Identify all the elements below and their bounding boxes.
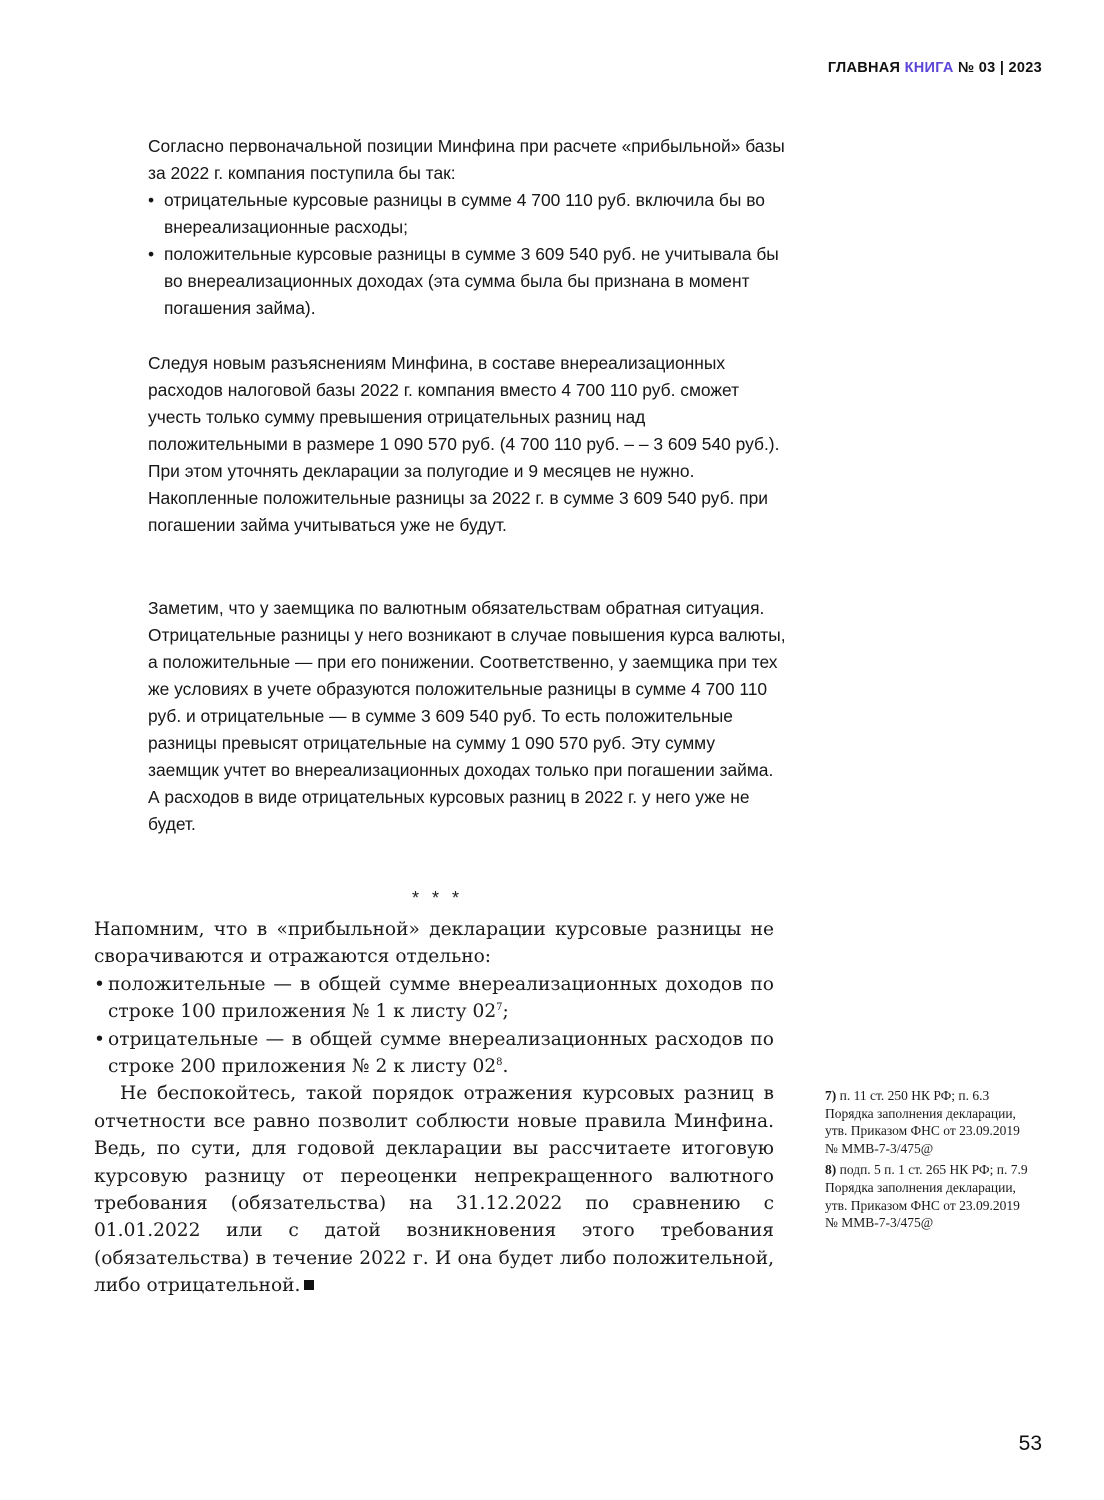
list-item: • положительные курсовые разницы в сумме 3 609 540 руб. не учитывала бы во внереализационных доходах (эта сумма была бы признана в момент погашения займа). [148,241,788,322]
block2-text: Следуя новым разъяснениям Минфина, в составе внереализационных расходов налоговой базы 2022 г. компания вместо 4 700 110 руб. сможет учесть только сумму превышения отрицательных разниц над положительными в размере 1 090 570 руб. (4 700 110 руб. – – 3 609 540 руб.). При этом уточнять декларации за полугодие и 9 месяцев не нужно. Накопленные положительные разницы за 2022 г. в сумме 3 609 540 руб. при погашении займа учитываться уже не будут. [148,353,780,535]
main-list [94,971,774,1081]
footnote-number: 7) [825,1088,837,1103]
header-title-accent: КНИГА [904,60,954,76]
footnote-ref-8[interactable]: 8 [496,1056,503,1068]
footnote-7 [825,1087,1030,1157]
block1-intro: Согласно первоначальной позиции Минфина при расчете «прибыльной» базы за 2022 г. компания поступила бы так: [148,136,785,183]
magazine-header [828,60,1042,76]
end-of-article-icon [304,1280,314,1290]
footnote-8 [825,1161,1030,1231]
footnote-number: 8) [825,1162,837,1178]
main-text [94,916,774,1300]
list-item: • отрицательные — в общей сумме внереализационных расходов по строке 200 приложения № 2 к листу $02^8$. [94,1026,774,1081]
footnote-ref-7[interactable]: 7 [496,1002,503,1014]
example-block-borrower [148,595,788,838]
header-issue: № 03 | 2023 [958,60,1042,76]
example-block-initial-position [148,133,788,322]
page-number: 53 [1018,1432,1042,1455]
footnotes [825,1087,1030,1236]
footnote-text: подп. 5 п. 1 ст. 265 НК РФ; п. 7.9 Порядка заполнения декларации, утв. Приказом ФНС от 23.09.2019 № ММВ-7-3/475@ [825,1162,1028,1231]
list-item: • положительные — в общей сумме внереализационных доходов по строке 100 приложения № 1 к листу $02^7$; [94,971,774,1026]
block1-list [148,187,788,322]
section-separator: * * * [412,888,464,908]
main-closing: Не беспокойтесь, такой порядок отражения курсовых разниц в отчетности все равно позволит соблюсти новые правила Минфина. Ведь, по сути, для годовой декларации вы рассчитаете итоговую курсовую разницу от переоценки непрекращенного валютного требования (обязательства) на 31.12.2022 по сравнению с 01.01.2022 или с датой возникновения этого требования (обязательства) в течение 2022 г. И она будет либо положительной, либо отрицательной. [94,1083,774,1297]
block3-text: Заметим, что у заемщика по валютным обязательствам обратная ситуация. Отрицательные разницы у него возникают в случае повышения курса валюты, а положительные — при его понижении. Соответственно, у заемщика при тех же условиях в учете образуются положительные разницы в сумме 4 700 110 руб. и отрицательные — в сумме 3 609 540 руб. То есть положительные разницы превысят отрицательные на сумму 1 090 570 руб. Эту сумму заемщик учтет во внереализационных доходах только при погашении займа. А расходов в виде отрицательных курсовых разниц в 2022 г. у него уже не будет. [148,598,786,834]
list-item: • отрицательные курсовые разницы в сумме 4 700 110 руб. включила бы во внереализационные расходы; [148,187,788,241]
header-title: ГЛАВНАЯ [827,60,901,76]
example-block-new-clarifications [148,350,788,539]
footnote-text: п. 11 ст. 250 НК РФ; п. 6.3 Порядка заполнения декларации, утв. Приказом ФНС от 23.09.2019 № ММВ-7-3/475@ [825,1088,1020,1156]
main-intro: Напомним, что в «прибыльной» декларации курсовые разницы не сворачиваются и отражаются отдельно: [94,919,774,968]
